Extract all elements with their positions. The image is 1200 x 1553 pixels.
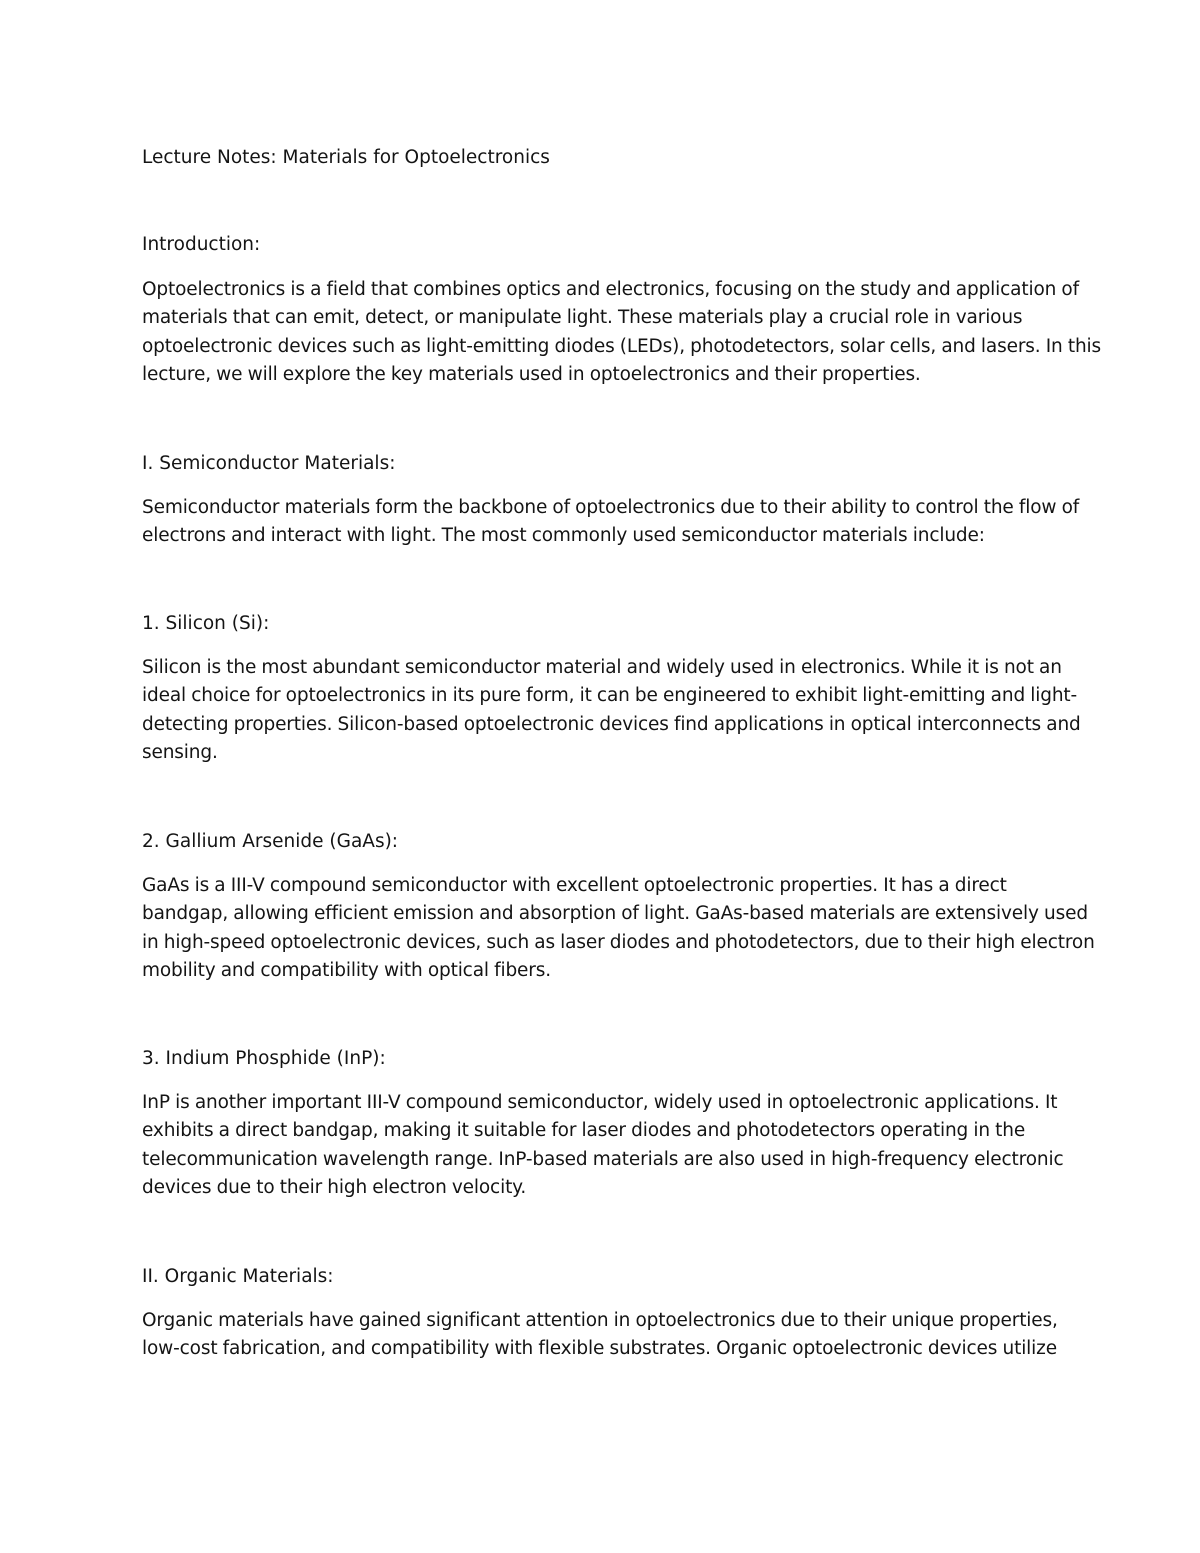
section-heading-silicon: 1. Silicon (Si): xyxy=(142,613,270,634)
document-title: Lecture Notes: Materials for Optoelectronics xyxy=(142,147,550,168)
section-heading-gallium-arsenide: 2. Gallium Arsenide (GaAs): xyxy=(142,831,399,852)
paragraph-introduction xyxy=(142,276,1101,389)
paragraph-line: Silicon is the most abundant semiconductor material and widely used in electronics. While it is not an xyxy=(142,657,1062,678)
section-heading-organic-materials: II. Organic Materials: xyxy=(142,1266,334,1287)
paragraph-line: in high-speed optoelectronic devices, such as laser diodes and photodetectors, due to their high electron xyxy=(142,931,1095,953)
paragraph-organic-materials xyxy=(142,1307,1058,1364)
paragraph-line: electrons and interact with light. The most commonly used semiconductor materials include: xyxy=(142,525,985,547)
section-heading-introduction: Introduction: xyxy=(142,234,261,255)
paragraph-indium-phosphide xyxy=(142,1089,1063,1202)
paragraph-semiconductor-materials xyxy=(142,494,1079,551)
paragraph-line: mobility and compatibility with optical fibers. xyxy=(142,959,551,981)
paragraph-line: ideal choice for optoelectronics in its pure form, it can be engineered to exhibit light-emitting and light- xyxy=(142,685,1078,707)
paragraph-line: exhibits a direct bandgap, making it suitable for laser diodes and photodetectors operating in the xyxy=(142,1120,1026,1142)
section-heading-semiconductor-materials: I. Semiconductor Materials: xyxy=(142,453,396,474)
paragraph-line: lecture, we will explore the key materials used in optoelectronics and their properties. xyxy=(142,363,921,385)
paragraph-line: materials that can emit, detect, or manipulate light. These materials play a crucial role in various xyxy=(142,307,1023,329)
section-heading-indium-phosphide: 3. Indium Phosphide (InP): xyxy=(142,1048,386,1069)
paragraph-line: detecting properties. Silicon-based optoelectronic devices find applications in optical interconnects and xyxy=(142,713,1081,735)
paragraph-line: InP is another important III-V compound semiconductor, widely used in optoelectronic applications. It xyxy=(142,1092,1058,1113)
paragraph-silicon xyxy=(142,654,1081,767)
paragraph-line: Semiconductor materials form the backbone of optoelectronics due to their ability to control the flow of xyxy=(142,497,1080,518)
paragraph-line: Optoelectronics is a field that combines optics and electronics, focusing on the study and application of xyxy=(142,279,1079,300)
paragraph-gallium-arsenide xyxy=(142,872,1095,985)
paragraph-line: GaAs is a III-V compound semiconductor with excellent optoelectronic properties. It has a direct xyxy=(142,875,1007,896)
paragraph-line: sensing. xyxy=(142,741,218,763)
paragraph-line: bandgap, allowing efficient emission and absorption of light. GaAs-based materials are extensively used xyxy=(142,903,1088,925)
paragraph-line: Organic materials have gained significant attention in optoelectronics due to their unique properties, xyxy=(142,1310,1058,1331)
paragraph-line: telecommunication wavelength range. InP-based materials are also used in high-frequency electronic xyxy=(142,1148,1064,1170)
paragraph-line: devices due to their high electron velocity. xyxy=(142,1176,527,1198)
paragraph-line: optoelectronic devices such as light-emitting diodes (LEDs), photodetectors, solar cells, and lasers. In this xyxy=(142,335,1101,357)
paragraph-line: low-cost fabrication, and compatibility with flexible substrates. Organic optoelectronic devices utilize xyxy=(142,1338,1057,1360)
